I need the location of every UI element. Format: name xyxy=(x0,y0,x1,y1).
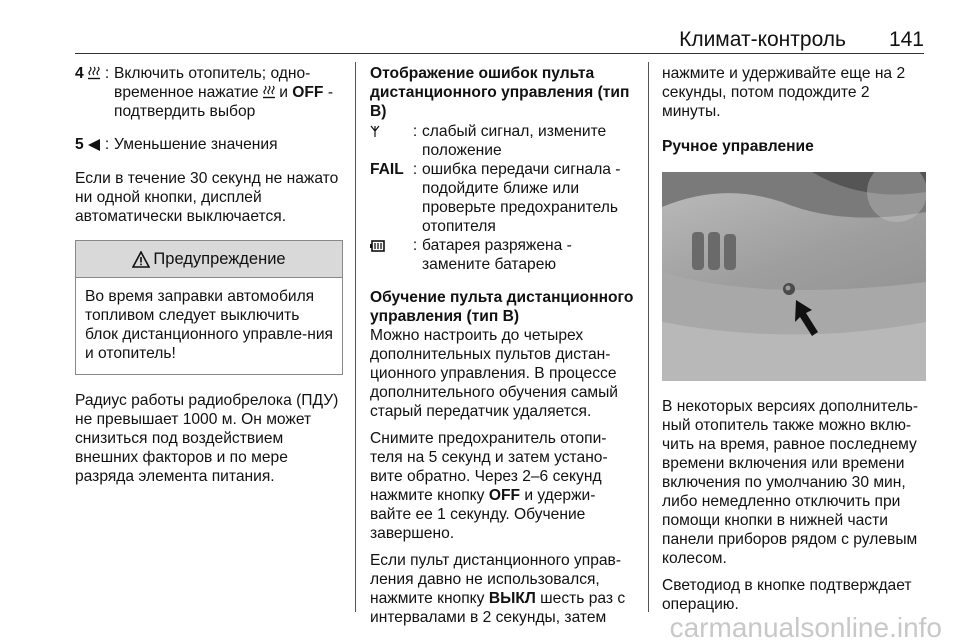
column-divider xyxy=(355,62,356,612)
column-1 xyxy=(75,64,343,486)
warning-icon xyxy=(132,251,150,268)
warning-box xyxy=(75,240,343,375)
arrow-left-icon xyxy=(88,139,100,151)
paragraph: Радиус работы радиобрелока (ПДУ) не превышает 1000 м. Он может снизиться под воздействием внешних факторов и по мере разряда элемента питания. xyxy=(75,392,339,485)
paragraph: Можно настроить до четырех дополнительных пультов дистан-ционного управления. В процессе дополнительного обучения самый старый передатчик удаляется. xyxy=(370,327,619,420)
heater-icon xyxy=(88,66,100,80)
column-3 xyxy=(662,64,926,614)
paragraph: Снимите предохранитель отопи-теля на 5 секунд и затем устано-вите обратно. Через 2–6 секунд нажмите кнопку OFF и удержи-вайте ее 1 секунду. Обучение завершено. xyxy=(370,430,608,542)
item-5: 5 : Уменьшение значения xyxy=(75,136,278,153)
heater-icon xyxy=(263,85,275,99)
watermark: carmanualsonline.info xyxy=(669,612,942,643)
paragraph: Если пульт дистанционного управ-ления давно не использовался, нажмите кнопку ВЫКЛ шесть раз с интервалами в 2 секунды, затем xyxy=(370,552,626,626)
page-number: 141 xyxy=(888,28,924,51)
warning-body: Во время заправки автомобиля топливом следует выключить блок дистанционного управле-ния и отопитель! xyxy=(85,288,333,362)
section-heading: Ручное управление xyxy=(662,138,814,155)
error-fail: FAIL : ошибка передачи сигнала - подойдите ближе или проверьте предохранитель отопителя xyxy=(370,161,621,235)
column-divider xyxy=(648,62,649,612)
error-weak-signal: : слабый сигнал, измените положение xyxy=(370,122,634,160)
dashboard-illustration xyxy=(662,172,926,381)
warning-header xyxy=(76,241,342,278)
item-4: 4 : Включить отопитель; одно-временное нажатие и OFF - подтвердить выбор xyxy=(75,65,334,120)
section-heading: Отображение ошибок пульта дистанционного управления (тип B) xyxy=(370,65,630,120)
column-2 xyxy=(370,64,634,627)
error-battery: : батарея разряжена - замените батарею xyxy=(370,236,634,274)
paragraph: нажмите и удерживайте еще на 2 секунды, потом подождите 2 минуты. xyxy=(662,65,906,120)
warning-title: Предупреждение xyxy=(153,249,286,268)
paragraph: В некоторых версиях дополнитель-ный отопитель также можно вклю-чить на время, равное последнему времени включения или времени включения по умолчанию 30 мин, либо немедленно отключить при помощи кнопки в нижней части панели приборов рядом с рулевым колесом. xyxy=(662,398,919,567)
paragraph: Если в течение 30 секунд не нажато ни одной кнопки, дисплей автоматически выключается. xyxy=(75,170,339,225)
antenna-icon xyxy=(370,125,380,138)
header-rule xyxy=(75,53,924,54)
section-title: Климат-контроль xyxy=(679,28,846,51)
paragraph: Светодиод в кнопке подтверждает операцию. xyxy=(662,577,912,613)
section-heading: Обучение пульта дистанционного управления (тип B) xyxy=(370,289,634,325)
dashboard-photo xyxy=(662,172,926,381)
battery-icon xyxy=(370,240,386,252)
